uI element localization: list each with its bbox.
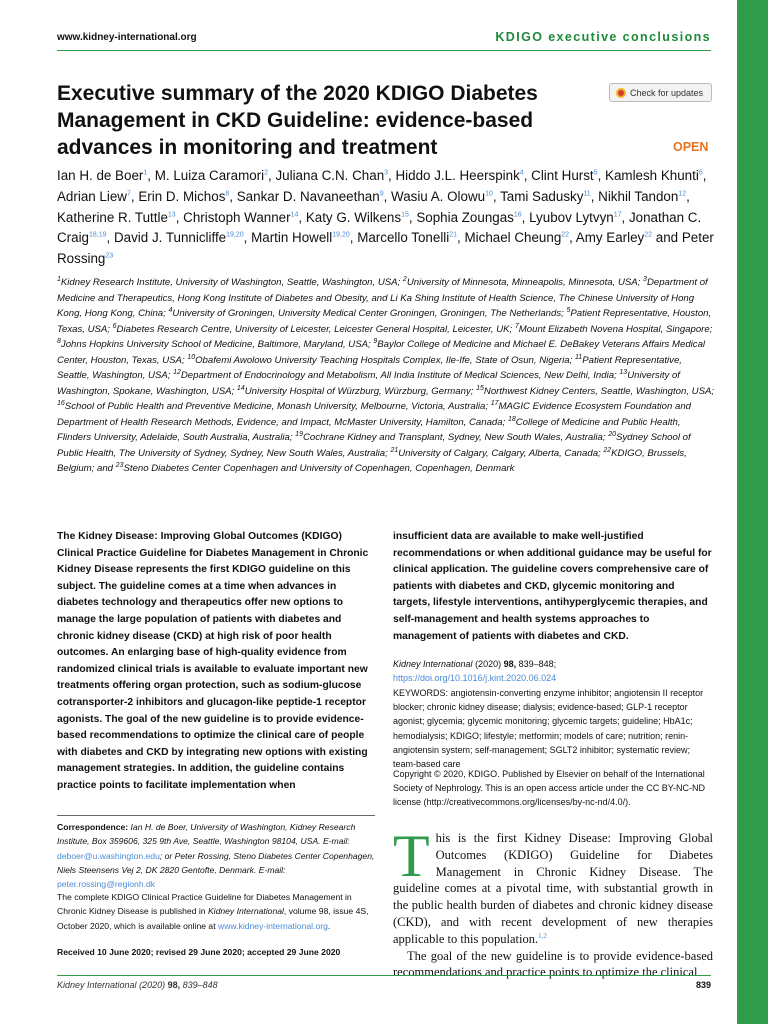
affiliation-text: Department of Medicine and Therapeutics, Hong Kong Institute of Diabetes and Obesity, and Li Ka Shing Institute of Health Science, The Chinese University of Hong Kong, Hong Kong, China; <box>57 277 708 319</box>
author-name: Peter Rossing <box>57 230 714 267</box>
author-name: Nikhil Tandon <box>598 188 679 204</box>
publication-info-journal: Kidney International <box>207 906 284 917</box>
affiliation-number: 19 <box>295 430 303 438</box>
author-separator: , <box>383 188 392 204</box>
affiliation-number: 9 <box>373 337 378 345</box>
author-separator: , <box>147 168 155 183</box>
license-link[interactable]: http://creativecommons.org/licenses/by-nc-nd/4.0/ <box>426 797 626 808</box>
crossmark-icon <box>616 88 626 98</box>
author-separator: , <box>457 230 465 246</box>
correspondence-label: Correspondence: <box>57 822 129 832</box>
author-affiliation-ref[interactable]: 16 <box>513 211 522 219</box>
affiliation-number: 13 <box>619 368 628 376</box>
author-affiliation-ref[interactable]: 18,19 <box>89 231 107 239</box>
footer-journal: Kidney International <box>57 980 137 990</box>
author-separator: , <box>229 188 237 204</box>
affiliation-number: 16 <box>57 399 65 407</box>
correspondence-text-2: ; or Peter Rossing, Steno Diabetes Center Copenhagen, Niels Steensens Vej 2, DK 2820 Gentofte, Denmark. E-mail: <box>57 850 375 875</box>
author-name: Erin D. Michos <box>138 188 226 204</box>
reference-link[interactable]: 1,2 <box>538 931 547 940</box>
affiliation-text: School of Public Health and Preventive Medicine, Monash University, Melbourne, Victoria, Australia; <box>64 401 491 412</box>
affiliation-text: KDIGO, Brussels, Belgium; and <box>57 447 687 474</box>
author-affiliation-ref[interactable]: 22 <box>561 231 570 239</box>
author-name: M. Luiza Caramori <box>154 168 265 183</box>
correspondence-text-1: Ian H. de Boer, University of Washington, Kidney Research Institute, Box 359606, 325 9th Ave, Seattle, Washington 98104, USA. E-mail: <box>57 822 356 847</box>
footer-year: (2020) <box>136 980 168 990</box>
page-number: 839 <box>695 980 711 990</box>
doi-link[interactable]: https://doi.org/10.1016/j.kint.2020.06.024 <box>393 673 557 684</box>
author-affiliation-ref[interactable]: 12 <box>678 190 687 198</box>
author-separator: , <box>492 188 501 204</box>
author-affiliation-ref[interactable]: 23 <box>105 252 114 260</box>
affiliation-number: 21 <box>390 446 399 454</box>
author-affiliation-ref[interactable]: 15 <box>401 211 409 219</box>
affiliation-number: 12 <box>173 368 181 376</box>
affiliation-text: University of Minnesota, Minneapolis, Minnesota, USA; <box>406 277 644 288</box>
author-separator: , <box>298 209 306 225</box>
author-affiliation-ref[interactable]: 9 <box>379 190 384 198</box>
journal-site-link[interactable]: www.kidney-international.org <box>218 920 328 931</box>
author-name: Martin Howell <box>251 230 333 246</box>
author-name: Christoph Wanner <box>183 209 291 225</box>
affiliation-text: Mount Elizabeth Novena Hospital, Singapore; <box>518 323 713 335</box>
affiliation-text: University of Calgary, Calgary, Alberta, Canada; <box>398 447 604 459</box>
affiliation-text: Department of Endocrinology and Metabolism, All India Institute of Medical Sciences, New Delhi, India; <box>180 370 620 381</box>
body-paragraph-1-text: his is the first Kidney Disease: Improving Global Outcomes (KDIGO) Guideline for Diabetes Management in Chronic Kidney Disease. The guideline comes at a pivotal time, with substantial growth in the public health burden of diabetes and chronic kidney disease (CKD), and with recent development of new therapies applicable to this population. <box>393 831 713 946</box>
affiliation-text: Cochrane Kidney and Transplant, Sydney, New South Wales, Australia; <box>302 432 609 443</box>
author-name: Marcello Tonelli <box>357 230 450 246</box>
author-name: Jonathan C. Craig <box>57 209 702 246</box>
author-name: Sophia Zoungas <box>416 209 514 225</box>
citation-pages: 839–848; <box>516 659 557 669</box>
author-name: Amy Earley <box>575 230 645 246</box>
affiliation-text: Obafemi Awolowo University Teaching Hospitals Complex, Ile-Ife, State of Osun, Nigeria; <box>195 354 575 366</box>
publication-info-text-2: , volume 98, issue 4S, October 2020, which is available online at <box>57 906 369 931</box>
abstract-right: insufficient data are available to make well-justified recommendations or when additional guidance may be useful for clinical application. The guideline covers comprehensive care of patients with diabetes and CKD, glycemic monitoring and targets, lifestyle interventions, antihyperglycemic therapies, and self-management and health systems approaches to management of patients with diabetes and CKD. <box>393 531 712 642</box>
author-affiliation-ref[interactable]: 5 <box>593 169 598 177</box>
author-separator: , <box>702 168 707 183</box>
author-name: Adrian Liew <box>57 188 127 204</box>
author-affiliation-ref[interactable]: 17 <box>613 211 622 219</box>
author-name: Katy G. Wilkens <box>305 209 402 225</box>
author-name: Sankar D. Navaneethan <box>236 188 380 204</box>
footer-citation <box>57 980 218 990</box>
affiliation-number: 2 <box>402 275 407 283</box>
author-name: Kamlesh Khunti <box>605 168 699 183</box>
footer-divider <box>57 975 711 976</box>
affiliation-number: 14 <box>236 384 245 392</box>
author-name: Wasiu A. Olowu <box>391 188 486 204</box>
affiliation-number: 23 <box>115 461 124 469</box>
author-separator: , <box>569 230 576 246</box>
email-link-1[interactable]: deboer@u.washington.edu <box>57 850 160 861</box>
author-separator: , <box>349 230 358 246</box>
author-name: Ian H. de Boer <box>57 168 144 183</box>
publication-info-text-1: The complete KDIGO Clinical Practice Guideline for Diabetes Management in Chronic Kidney Disease is published in <box>57 892 352 917</box>
correspondence <box>57 820 375 891</box>
affiliation-text: University Hospital of Würzburg, Würzburg, Germany; <box>244 385 477 397</box>
affiliation-number: 22 <box>603 446 612 454</box>
header-divider <box>57 50 711 51</box>
affiliation-number: 1 <box>57 275 61 283</box>
author-separator: , <box>106 230 114 246</box>
affiliation-text: Steno Diabetes Center Copenhagen and University of Copenhagen, Copenhagen, Denmark <box>123 463 515 474</box>
body-text <box>393 823 713 981</box>
author-separator: , <box>268 168 276 183</box>
affiliation-text: MAGIC Evidence Ecosystem Foundation and Department of Health Research Methods, Evidence, and Impact, McMaster University, Hamilton, Canada; <box>57 401 691 428</box>
affiliation-number: 6 <box>112 322 117 330</box>
email-link-2[interactable]: peter.rossing@regionh.dk <box>57 879 156 890</box>
affiliation-text: Patient Representative, Seattle, Washington, USA; <box>57 354 682 381</box>
author-affiliation-ref[interactable]: 22 <box>644 231 653 239</box>
affiliation-number: 11 <box>574 353 583 361</box>
author-separator: , <box>388 168 396 183</box>
section-label: KDIGO executive conclusions <box>495 30 711 44</box>
affiliation-text: Diabetes Research Centre, University of Leicester, Leicester General Hospital, Leicester, UK; <box>116 323 515 335</box>
journal-url[interactable]: www.kidney-international.org <box>57 32 197 43</box>
affiliation-text: Sydney School of Public Health, The University of Sydney, Sydney, New South Wales, Australia; <box>57 432 691 459</box>
author-name: David J. Tunnicliffe <box>113 230 227 246</box>
author-affiliation-ref[interactable]: 2 <box>264 169 269 177</box>
author-affiliation-ref[interactable]: 3 <box>384 169 389 177</box>
copyright <box>393 767 713 810</box>
author-separator: , <box>521 209 530 225</box>
affiliations <box>57 275 717 477</box>
author-separator: and <box>652 230 682 246</box>
author-separator: , <box>243 230 252 246</box>
author-name: Hiddo J.L. Heerspink <box>395 168 520 183</box>
affiliation-number: 20 <box>608 430 616 438</box>
footer-pages: 839–848 <box>180 980 218 990</box>
journal-sidebar-band <box>737 0 768 1024</box>
body-paragraph-1 <box>393 823 713 948</box>
open-access-badge: OPEN <box>673 140 709 154</box>
author-affiliation-ref[interactable]: 21 <box>449 231 458 239</box>
publication-info-end: . <box>327 920 331 931</box>
author-separator: , <box>686 188 690 204</box>
affiliation-number: 10 <box>187 353 196 361</box>
author-affiliation-ref[interactable]: 14 <box>290 211 299 219</box>
author-name: Katherine R. Tuttle <box>57 209 168 225</box>
author-separator: , <box>408 209 417 225</box>
affiliation-number: 18 <box>507 415 516 423</box>
affiliation-text: University of Groningen, University Medical Center Groningen, Groningen, The Netherlands; <box>172 308 567 319</box>
author-affiliation-ref[interactable]: 19,20 <box>332 231 350 239</box>
affiliation-number: 7 <box>514 322 519 330</box>
author-affiliation-ref[interactable]: 13 <box>167 211 176 219</box>
author-affiliation-ref[interactable]: 4 <box>519 169 524 177</box>
author-name: Lyubov Lytvyn <box>529 209 614 225</box>
drop-cap: T <box>393 823 430 889</box>
affiliation-text: Patient Representative, Houston, Texas, USA; <box>57 308 712 335</box>
affiliation-number: 4 <box>168 306 173 314</box>
author-separator: , <box>590 188 599 204</box>
affiliation-number: 15 <box>476 384 484 392</box>
publication-info <box>57 890 375 933</box>
check-for-updates-label: Check for updates <box>630 87 704 98</box>
author-name: Clint Hurst <box>531 168 594 183</box>
author-separator: , <box>523 168 532 183</box>
author-affiliation-ref[interactable]: 1 <box>143 169 148 177</box>
author-affiliation-ref[interactable]: 11 <box>583 190 591 198</box>
citation-journal: Kidney International <box>393 659 473 669</box>
affiliation-number: 5 <box>566 306 571 314</box>
citation-year: (2020) <box>472 659 504 669</box>
footnote-divider <box>57 815 375 816</box>
author-name: Michael Cheung <box>464 230 562 246</box>
copyright-end: ). <box>625 797 631 808</box>
affiliation-text: Baylor College of Medicine and Michael E. DeBakey Veterans Affairs Medical Center, Houston, Texas, USA; <box>57 339 706 366</box>
author-list <box>57 166 717 270</box>
keywords: KEYWORDS: angiotensin-converting enzyme inhibitor; angiotensin II receptor blocker; chronic kidney disease; dialysis; evidence-based; GLP-1 receptor agonist; glycemia; glycemic monitoring; glycemic targets; guideline; HbA1c; hemodialysis; KDIGO; lifestyle; metformin; models of care; nutrition; renin-angiotensin system; self-management; SGLT2 inhibitor; systematic review; team-based care <box>393 688 704 770</box>
author-separator: , <box>175 209 184 225</box>
copyright-text: Copyright © 2020, KDIGO. Published by Elsevier on behalf of the International Society of Nephrology. This is an open access article under the CC BY-NC-ND license ( <box>393 769 705 808</box>
author-affiliation-ref[interactable]: 8 <box>225 190 230 198</box>
author-affiliation-ref[interactable]: 19,20 <box>226 231 244 239</box>
affiliation-text: Johns Hopkins University School of Medicine, Baltimore, Maryland, USA; <box>60 339 374 350</box>
affiliation-number: 17 <box>490 399 499 407</box>
affiliation-text: Kidney Research Institute, University of Washington, Seattle, Washington, USA; <box>60 277 403 288</box>
body-paragraph-2: The goal of the new guideline is to provide evidence-based recommendations and practice points to optimize the clinical <box>393 948 713 980</box>
citation <box>393 657 713 685</box>
article-title: Executive summary of the 2020 KDIGO Diabetes Management in CKD Guideline: evidence-based advances in monitoring and treatment <box>57 82 538 159</box>
author-separator: , <box>621 209 629 225</box>
citation-volume: 98, <box>503 659 517 669</box>
affiliation-text: Northwest Kidney Centers, Seattle, Washington, USA; <box>483 385 715 397</box>
affiliation-text: College of Medicine and Public Health, Flinders University, Adelaide, South Australia, Australia; <box>57 416 681 443</box>
affiliation-number: 8 <box>57 337 61 345</box>
author-affiliation-ref[interactable]: 6 <box>698 169 703 177</box>
affiliation-text: University of Washington, Spokane, Washington, USA; <box>57 370 680 397</box>
footer-volume: 98, <box>167 980 181 990</box>
received-dates: Received 10 June 2020; revised 29 June 2020; accepted 29 June 2020 <box>57 947 341 957</box>
check-for-updates-button[interactable] <box>609 83 712 102</box>
author-separator: , <box>130 188 139 204</box>
author-name: Tami Sadusky <box>500 188 584 204</box>
abstract-left: The Kidney Disease: Improving Global Outcomes (KDIGO) Clinical Practice Guideline for Diabetes Management in Chronic Kidney Disease represents the first KDIGO guideline on this subject. The guideline comes at a time when advances in diabetes technology and therapeutics offer new options to manage the large population of patients with diabetes and chronic kidney disease (CKD) at high risk of poor health outcomes. An enlarging base of high-quality evidence from randomized clinical trials is available to evaluate important new treatments offering organ protection, such as sodium-glucose cotransporter-2 inhibitors and glucagon-like peptide-1 receptor agonists. The goal of the new guideline is to provide evidence-based recommendations to optimize the clinical care of people with diabetes and CKD by integrating new options with existing management strategies. In addition, the guideline contains practice points to facilitate implementation when <box>57 531 369 791</box>
author-affiliation-ref[interactable]: 7 <box>126 190 131 198</box>
affiliation-number: 3 <box>643 275 647 283</box>
author-separator: , <box>597 168 606 183</box>
author-name: Juliana C.N. Chan <box>275 168 385 183</box>
author-affiliation-ref[interactable]: 10 <box>485 190 493 198</box>
